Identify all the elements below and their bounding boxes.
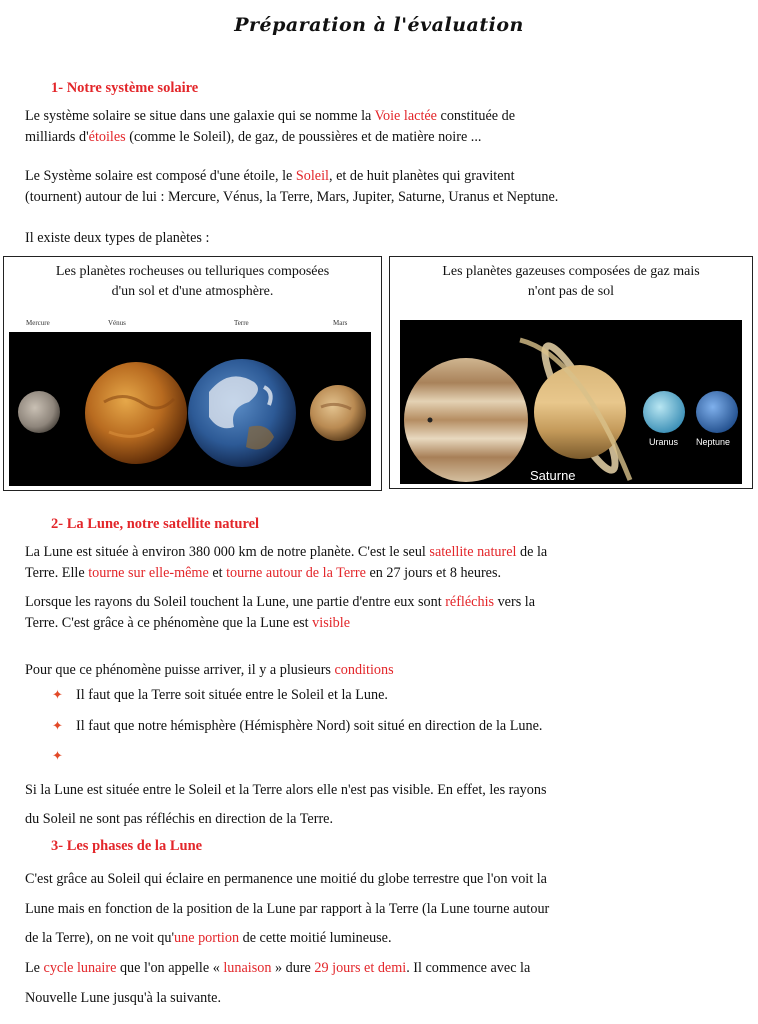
satellite-naturel-highlight: satellite naturel	[429, 544, 517, 560]
section-3-paragraph-2: Le cycle lunaire que l'on appelle « lunaison » dure 29 jours et demi. Il commence avec la Nouvelle Lune jusqu'à la suivante.	[25, 960, 531, 1006]
section-3-heading: 3- Les phases de la Lune	[51, 838, 203, 854]
label-saturne: Saturne	[530, 468, 576, 483]
uranus-planet	[643, 391, 685, 433]
duree-highlight: 29 jours et demi	[314, 960, 407, 976]
conditions-highlight: conditions	[334, 662, 394, 678]
label-uranus: Uranus	[649, 437, 679, 447]
section-2-paragraph-4: Si la Lune est située entre le Soleil et la Terre alors elle n'est pas visible. En effet, les rayons du Soleil ne sont pas réfléchis en direction de la Terre.	[25, 782, 547, 827]
tourne-autour-highlight: tourne autour de la Terre	[226, 565, 366, 581]
label-terre: Terre	[234, 319, 249, 327]
section-3-paragraph-1: C'est grâce au Soleil qui éclaire en permanence une moitié du globe terrestre que l'on voit la Lune mais en fonction de la position de la Lune par rapport à la Terre (la Lune tourne autour de la Terre), on ne voit qu'une portion de cette moitié lumineuse.	[25, 871, 550, 946]
section-2-heading: 2- La Lune, notre satellite naturel	[51, 516, 260, 532]
etoiles-highlight: étoiles	[88, 129, 126, 145]
bullet-icon: ✦	[52, 748, 63, 763]
section-2-paragraph-2: Lorsque les rayons du Soleil touchent la Lune, une partie d'entre eux sont réfléchis vers la Terre. C'est grâce à ce phénomène que la Lune est visible	[25, 594, 536, 631]
section-2-paragraph-3: Pour que ce phénomène puisse arriver, il y a plusieurs conditions	[25, 662, 394, 678]
tourne-sur-elle-meme-highlight: tourne sur elle-même	[88, 565, 209, 581]
section-1-paragraph-3: Il existe deux types de planètes :	[25, 230, 210, 246]
cycle-lunaire-highlight: cycle lunaire	[43, 960, 117, 976]
mars-planet	[310, 385, 366, 441]
lunaison-highlight: lunaison	[223, 960, 272, 976]
terre-planet	[188, 359, 296, 467]
visible-highlight: visible	[312, 615, 350, 631]
voie-lactee-highlight: Voie lactée	[374, 108, 437, 124]
neptune-planet	[696, 391, 738, 433]
venus-planet	[85, 362, 187, 464]
condition-1: Il faut que la Terre soit située entre le Soleil et la Lune.	[76, 687, 388, 703]
section-2-paragraph-1: La Lune est située à environ 380 000 km de notre planète. C'est le seul satellite naturel de la Terre. Elle tourne sur elle-même et tourne autour de la Terre en 27 jours et 8 heures.	[25, 544, 548, 581]
mercure-planet	[18, 391, 60, 433]
gas-planets-image	[400, 320, 742, 484]
page-title: Préparation à l'évaluation	[234, 14, 524, 36]
label-neptune: Neptune	[696, 437, 731, 447]
bullet-icon: ✦	[52, 687, 63, 702]
section-1-paragraph-2: Le Système solaire est composé d'une étoile, le Soleil, et de huit planètes qui gravitent (tournent) autour de lui : Mercure, Vénus, la Terre, Mars, Jupiter, Saturne, Uranus et Neptune.	[25, 168, 559, 205]
section-1-heading: 1- Notre système solaire	[51, 80, 199, 96]
jupiter-planet	[404, 358, 528, 482]
section-1-paragraph-1: Le système solaire se situe dans une galaxie qui se nomme la Voie lactée constituée de milliards d'étoiles (comme le Soleil), de gaz, de poussières et de matière noire ...	[25, 108, 515, 145]
bullet-icon: ✦	[52, 718, 63, 733]
label-mercure: Mercure	[26, 319, 50, 327]
rocky-planets-image	[9, 332, 371, 486]
soleil-highlight: Soleil	[295, 168, 329, 184]
label-venus: Vénus	[108, 319, 126, 327]
rocky-planets-caption: Les planètes rocheuses ou telluriques composées d'un sol et d'une atmosphère.	[55, 264, 330, 299]
condition-2: Il faut que notre hémisphère (Hémisphère Nord) soit situé en direction de la Lune.	[76, 718, 543, 734]
label-mars: Mars	[333, 319, 348, 327]
une-portion-highlight: une portion	[174, 930, 240, 946]
reflechis-highlight: réfléchis	[445, 594, 495, 610]
gas-planets-caption: Les planètes gazeuses composées de gaz mais n'ont pas de sol	[442, 264, 700, 299]
